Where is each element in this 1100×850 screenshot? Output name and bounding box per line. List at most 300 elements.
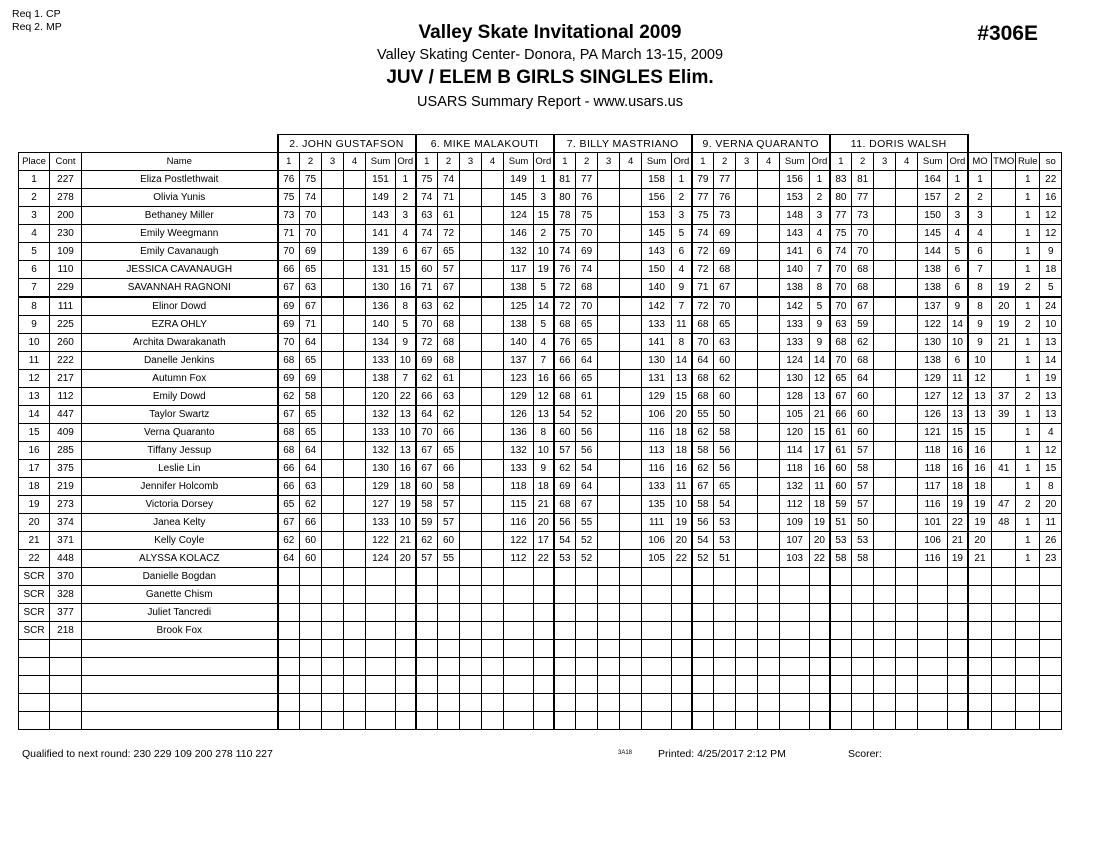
cell-judge1-c6: 20 (396, 550, 416, 568)
col-rule: Rule (1016, 153, 1040, 171)
report-header (0, 22, 1100, 110)
cell-judge1-c3 (322, 207, 344, 225)
cell-judge3-c6: 22 (672, 550, 692, 568)
table-row[interactable] (19, 370, 1062, 388)
cell-tmo (992, 189, 1016, 207)
cell-so: 5 (1040, 279, 1062, 298)
cell-judge3-c3 (598, 586, 620, 604)
cell-judge2-c2 (438, 712, 460, 730)
cell-mo: 18 (968, 478, 992, 496)
cell-judge2-c1 (416, 676, 438, 694)
cell-judge3-c6: 4 (672, 261, 692, 279)
cell-judge2-c3 (460, 225, 482, 243)
cell-judge4-c1: 71 (692, 279, 714, 298)
cell-judge5-c3 (874, 261, 896, 279)
cell-judge4-c4 (758, 496, 780, 514)
cell-judge5-c2 (852, 604, 874, 622)
cell-judge4-c1: 58 (692, 496, 714, 514)
cell-judge3-c3 (598, 550, 620, 568)
cell-judge3-c5 (642, 568, 672, 586)
cell-judge2-c6: 10 (534, 243, 554, 261)
cell-judge1-c1 (278, 568, 300, 586)
cell-judge4-c6: 4 (810, 225, 830, 243)
cell-judge1-c5: 143 (366, 207, 396, 225)
cell-judge2-c2: 66 (438, 460, 460, 478)
cell-tmo (992, 442, 1016, 460)
cell-judge2-c6: 5 (534, 316, 554, 334)
cell-judge1-c4 (344, 550, 366, 568)
cell-judge3-c6: 5 (672, 225, 692, 243)
table-row[interactable] (19, 496, 1062, 514)
cell-tmo: 39 (992, 406, 1016, 424)
cell-judge4-c4 (758, 460, 780, 478)
cell-place (19, 712, 50, 730)
cell-judge4-c4 (758, 586, 780, 604)
cell-judge4-c2: 58 (714, 424, 736, 442)
cell-rule: 1 (1016, 424, 1040, 442)
cell-judge5-c4 (896, 550, 918, 568)
cell-judge2-c2 (438, 640, 460, 658)
cell-judge1-c4 (344, 622, 366, 640)
table-row[interactable] (19, 297, 1062, 316)
cell-judge2-c4 (482, 586, 504, 604)
cell-judge5-c1: 60 (830, 460, 852, 478)
cell-judge3-c1: 74 (554, 243, 576, 261)
cell-judge4-c4 (758, 712, 780, 730)
cell-judge1-c3 (322, 297, 344, 316)
cell-judge1-c5: 129 (366, 478, 396, 496)
cell-judge2-c1 (416, 568, 438, 586)
cell-judge1-c1: 64 (278, 550, 300, 568)
cell-tmo (992, 532, 1016, 550)
cell-place: 8 (19, 297, 50, 316)
cell-judge2-c4 (482, 550, 504, 568)
cell-judge2-c3 (460, 352, 482, 370)
cell-judge1-c6: 9 (396, 334, 416, 352)
cell-judge5-c3 (874, 316, 896, 334)
cell-name: EZRA OHLY (82, 316, 278, 334)
table-row[interactable] (19, 460, 1062, 478)
cell-judge1-c4 (344, 676, 366, 694)
cell-judge4-c1: 77 (692, 189, 714, 207)
table-row[interactable] (19, 604, 1062, 622)
cell-judge4-c4 (758, 694, 780, 712)
cell-judge3-c5: 143 (642, 243, 672, 261)
col-j3-2: 2 (576, 153, 598, 171)
cell-judge3-c2: 54 (576, 460, 598, 478)
cell-judge3-c1: 68 (554, 388, 576, 406)
cell-cont: 230 (50, 225, 82, 243)
table-row[interactable] (19, 279, 1062, 298)
cell-judge5-c4 (896, 460, 918, 478)
cell-judge1-c3 (322, 622, 344, 640)
col-j2-2: 2 (438, 153, 460, 171)
cell-judge1-c2: 74 (300, 189, 322, 207)
cell-rule: 1 (1016, 225, 1040, 243)
cell-judge2-c3 (460, 207, 482, 225)
cell-judge5-c3 (874, 207, 896, 225)
cell-judge2-c6 (534, 676, 554, 694)
table-row[interactable] (19, 243, 1062, 261)
cell-judge5-c1 (830, 712, 852, 730)
cell-place (19, 694, 50, 712)
cell-judge2-c1: 70 (416, 424, 438, 442)
cell-rule: 1 (1016, 442, 1040, 460)
table-row[interactable] (19, 442, 1062, 460)
cell-place: 2 (19, 189, 50, 207)
cell-judge4-c5: 105 (780, 406, 810, 424)
cell-judge1-c4 (344, 496, 366, 514)
cell-judge1-c6: 4 (396, 225, 416, 243)
cell-tmo (992, 243, 1016, 261)
cell-judge3-c3 (598, 712, 620, 730)
cell-judge2-c5: 124 (504, 207, 534, 225)
col-mo: MO (968, 153, 992, 171)
cell-judge2-c2: 57 (438, 496, 460, 514)
cell-judge5-c3 (874, 532, 896, 550)
table-row[interactable] (19, 676, 1062, 694)
cell-judge5-c3 (874, 658, 896, 676)
cell-judge4-c6 (810, 622, 830, 640)
cell-judge1-c5 (366, 658, 396, 676)
table-row[interactable] (19, 532, 1062, 550)
cell-judge2-c3 (460, 694, 482, 712)
cell-so: 18 (1040, 261, 1062, 279)
cell-judge4-c4 (758, 568, 780, 586)
cell-judge2-c2: 74 (438, 171, 460, 189)
cell-judge3-c5 (642, 604, 672, 622)
table-row[interactable] (19, 694, 1062, 712)
cell-judge1-c2 (300, 658, 322, 676)
cell-judge3-c6 (672, 568, 692, 586)
cell-judge5-c1 (830, 604, 852, 622)
cell-judge3-c3 (598, 460, 620, 478)
cell-judge2-c4 (482, 189, 504, 207)
cell-mo (968, 568, 992, 586)
cell-judge5-c5: 157 (918, 189, 948, 207)
cell-judge3-c3 (598, 478, 620, 496)
cell-place: 12 (19, 370, 50, 388)
cell-cont: 285 (50, 442, 82, 460)
cell-judge2-c3 (460, 388, 482, 406)
event-title: Valley Skate Invitational 2009 (418, 22, 682, 43)
cell-judge1-c5: 132 (366, 442, 396, 460)
cell-judge5-c1 (830, 658, 852, 676)
cell-judge3-c6: 20 (672, 406, 692, 424)
cell-judge2-c1: 62 (416, 532, 438, 550)
cell-rule: 1 (1016, 334, 1040, 352)
cell-name: Leslie Lin (82, 460, 278, 478)
cell-judge2-c2: 62 (438, 406, 460, 424)
table-row[interactable] (19, 658, 1062, 676)
cell-judge2-c6: 12 (534, 388, 554, 406)
table-row[interactable] (19, 424, 1062, 442)
cell-judge3-c6 (672, 694, 692, 712)
cell-judge4-c5: 132 (780, 478, 810, 496)
cell-judge3-c5: 116 (642, 460, 672, 478)
col-j5-2: 2 (852, 153, 874, 171)
cell-judge5-c4 (896, 712, 918, 730)
cell-judge1-c2: 64 (300, 460, 322, 478)
cell-judge1-c1: 70 (278, 243, 300, 261)
cell-so: 12 (1040, 207, 1062, 225)
cell-judge2-c3 (460, 514, 482, 532)
cell-judge3-c1: 76 (554, 261, 576, 279)
cell-judge5-c4 (896, 297, 918, 316)
cell-judge1-c3 (322, 568, 344, 586)
cell-judge1-c1: 62 (278, 388, 300, 406)
cell-judge3-c5: 153 (642, 207, 672, 225)
cell-judge5-c1: 65 (830, 370, 852, 388)
col-j1-2: 2 (300, 153, 322, 171)
cell-judge2-c6 (534, 640, 554, 658)
table-row[interactable] (19, 586, 1062, 604)
cell-judge3-c4 (620, 586, 642, 604)
event-code: #306E (977, 22, 1038, 45)
cell-judge1-c2: 71 (300, 316, 322, 334)
cell-cont: 278 (50, 189, 82, 207)
cell-mo: 9 (968, 316, 992, 334)
cell-judge3-c1: 80 (554, 189, 576, 207)
cell-judge1-c1: 67 (278, 279, 300, 298)
cell-rule (1016, 676, 1040, 694)
cell-judge4-c2: 60 (714, 388, 736, 406)
cell-judge5-c3 (874, 442, 896, 460)
cell-cont: 229 (50, 279, 82, 298)
cell-judge4-c1: 52 (692, 550, 714, 568)
cell-judge2-c3 (460, 676, 482, 694)
cell-judge5-c6: 22 (948, 514, 968, 532)
cell-judge2-c5: 116 (504, 514, 534, 532)
cell-judge1-c4 (344, 694, 366, 712)
table-row[interactable] (19, 550, 1062, 568)
cell-judge5-c5 (918, 694, 948, 712)
table-row[interactable] (19, 261, 1062, 279)
table-row[interactable] (19, 171, 1062, 189)
cell-rule: 1 (1016, 243, 1040, 261)
cell-so (1040, 658, 1062, 676)
cell-judge2-c4 (482, 297, 504, 316)
cell-judge5-c4 (896, 316, 918, 334)
cell-judge1-c4 (344, 334, 366, 352)
cell-tmo (992, 225, 1016, 243)
cell-judge2-c1: 57 (416, 550, 438, 568)
cell-judge3-c6 (672, 658, 692, 676)
cell-judge4-c5: 124 (780, 352, 810, 370)
cell-judge1-c4 (344, 424, 366, 442)
cell-judge4-c6 (810, 658, 830, 676)
cell-judge4-c5: 138 (780, 279, 810, 298)
table-row[interactable] (19, 334, 1062, 352)
cell-judge2-c3 (460, 171, 482, 189)
cell-judge1-c1: 68 (278, 424, 300, 442)
cell-judge3-c1 (554, 658, 576, 676)
cell-judge3-c5 (642, 676, 672, 694)
cell-judge2-c6: 9 (534, 460, 554, 478)
cell-cont: 273 (50, 496, 82, 514)
table-row[interactable] (19, 207, 1062, 225)
cell-judge4-c4 (758, 334, 780, 352)
cell-judge1-c2 (300, 676, 322, 694)
cell-judge3-c6: 7 (672, 297, 692, 316)
cell-judge2-c3 (460, 586, 482, 604)
table-row[interactable] (19, 478, 1062, 496)
cell-judge3-c5 (642, 640, 672, 658)
table-row[interactable] (19, 189, 1062, 207)
cell-judge5-c6: 13 (948, 406, 968, 424)
cell-judge3-c5: 105 (642, 550, 672, 568)
col-j1-4: 4 (344, 153, 366, 171)
col-j4-ord: Ord (810, 153, 830, 171)
cell-tmo (992, 712, 1016, 730)
cell-judge3-c1: 75 (554, 225, 576, 243)
table-row[interactable] (19, 568, 1062, 586)
cell-judge5-c2: 62 (852, 334, 874, 352)
cell-judge5-c3 (874, 297, 896, 316)
cell-judge1-c5: 133 (366, 514, 396, 532)
col-j4-4: 4 (758, 153, 780, 171)
cell-judge3-c1 (554, 694, 576, 712)
table-row[interactable] (19, 225, 1062, 243)
cell-judge2-c1: 64 (416, 406, 438, 424)
cell-judge3-c4 (620, 496, 642, 514)
cell-judge4-c6: 1 (810, 171, 830, 189)
cell-so (1040, 604, 1062, 622)
table-row[interactable] (19, 406, 1062, 424)
cell-so (1040, 622, 1062, 640)
cell-judge4-c4 (758, 478, 780, 496)
cell-tmo: 21 (992, 334, 1016, 352)
cell-judge4-c6: 19 (810, 514, 830, 532)
cell-judge5-c1 (830, 694, 852, 712)
cell-judge1-c4 (344, 442, 366, 460)
cell-judge3-c6: 2 (672, 189, 692, 207)
cell-judge3-c6 (672, 640, 692, 658)
table-row[interactable] (19, 622, 1062, 640)
cell-judge2-c5: 132 (504, 243, 534, 261)
cell-mo (968, 676, 992, 694)
cell-judge4-c6 (810, 640, 830, 658)
cell-judge5-c2: 68 (852, 352, 874, 370)
cell-judge5-c4 (896, 243, 918, 261)
table-row[interactable] (19, 640, 1062, 658)
cell-judge3-c4 (620, 243, 642, 261)
table-row[interactable] (19, 712, 1062, 730)
cell-judge3-c6: 10 (672, 496, 692, 514)
table-row[interactable] (19, 352, 1062, 370)
cell-judge4-c3 (736, 261, 758, 279)
cell-so: 9 (1040, 243, 1062, 261)
cell-judge5-c4 (896, 568, 918, 586)
cell-judge5-c2 (852, 694, 874, 712)
cell-judge5-c5: 117 (918, 478, 948, 496)
scorer-label: Scorer: (848, 748, 882, 760)
cell-judge5-c2: 77 (852, 189, 874, 207)
cell-judge1-c1: 68 (278, 442, 300, 460)
cell-judge4-c2: 56 (714, 460, 736, 478)
cell-judge1-c1 (278, 622, 300, 640)
cell-judge3-c3 (598, 225, 620, 243)
judge-header-2: 6. MIKE MALAKOUTI (416, 135, 554, 153)
cell-judge5-c2: 57 (852, 442, 874, 460)
cell-judge1-c2: 69 (300, 243, 322, 261)
col-j4-1: 1 (692, 153, 714, 171)
cell-judge2-c5: 140 (504, 334, 534, 352)
cell-judge4-c4 (758, 550, 780, 568)
cell-judge2-c6: 20 (534, 514, 554, 532)
table-row[interactable] (19, 388, 1062, 406)
table-row[interactable] (19, 514, 1062, 532)
cell-judge4-c3 (736, 334, 758, 352)
cell-judge5-c4 (896, 676, 918, 694)
cell-judge4-c6 (810, 586, 830, 604)
summary-table (18, 134, 1062, 730)
cell-judge3-c4 (620, 676, 642, 694)
cell-judge4-c6: 7 (810, 261, 830, 279)
cell-judge3-c2 (576, 586, 598, 604)
cell-judge2-c2: 67 (438, 279, 460, 298)
col-j3-sum: Sum (642, 153, 672, 171)
cell-judge1-c1: 68 (278, 352, 300, 370)
cell-judge3-c2: 65 (576, 370, 598, 388)
cell-judge4-c3 (736, 279, 758, 298)
cell-judge2-c1: 69 (416, 352, 438, 370)
cell-judge4-c3 (736, 568, 758, 586)
cell-cont (50, 676, 82, 694)
cell-judge3-c6 (672, 676, 692, 694)
cell-judge4-c2: 56 (714, 442, 736, 460)
cell-judge1-c4 (344, 171, 366, 189)
cell-judge4-c5 (780, 640, 810, 658)
cell-judge1-c2: 60 (300, 532, 322, 550)
cell-judge3-c1: 56 (554, 514, 576, 532)
cell-judge5-c5: 127 (918, 388, 948, 406)
cell-place: 4 (19, 225, 50, 243)
cell-so: 24 (1040, 297, 1062, 316)
cell-judge1-c5: 139 (366, 243, 396, 261)
cell-judge4-c2: 53 (714, 514, 736, 532)
cell-judge5-c1: 75 (830, 225, 852, 243)
cell-judge5-c6: 11 (948, 370, 968, 388)
cell-judge2-c4 (482, 694, 504, 712)
col-place: Place (19, 153, 50, 171)
cell-judge5-c1 (830, 622, 852, 640)
cell-judge3-c2: 67 (576, 496, 598, 514)
cell-judge3-c5: 111 (642, 514, 672, 532)
cell-judge3-c5: 131 (642, 370, 672, 388)
cell-judge4-c3 (736, 478, 758, 496)
cell-judge3-c6 (672, 604, 692, 622)
cell-judge2-c2: 68 (438, 316, 460, 334)
cell-name: JESSICA CAVANAUGH (82, 261, 278, 279)
cell-rule: 1 (1016, 189, 1040, 207)
cell-judge3-c4 (620, 694, 642, 712)
col-j1-3: 3 (322, 153, 344, 171)
cell-judge4-c2: 63 (714, 334, 736, 352)
cell-so: 11 (1040, 514, 1062, 532)
cell-judge4-c6: 15 (810, 424, 830, 442)
cell-cont: 200 (50, 207, 82, 225)
cell-judge4-c1 (692, 622, 714, 640)
cell-judge1-c2 (300, 694, 322, 712)
cell-judge3-c1: 72 (554, 279, 576, 298)
table-head (19, 135, 1062, 171)
cell-rule (1016, 622, 1040, 640)
table-row[interactable] (19, 316, 1062, 334)
cell-judge2-c5: 125 (504, 297, 534, 316)
cell-judge1-c4 (344, 640, 366, 658)
cell-cont: 448 (50, 550, 82, 568)
